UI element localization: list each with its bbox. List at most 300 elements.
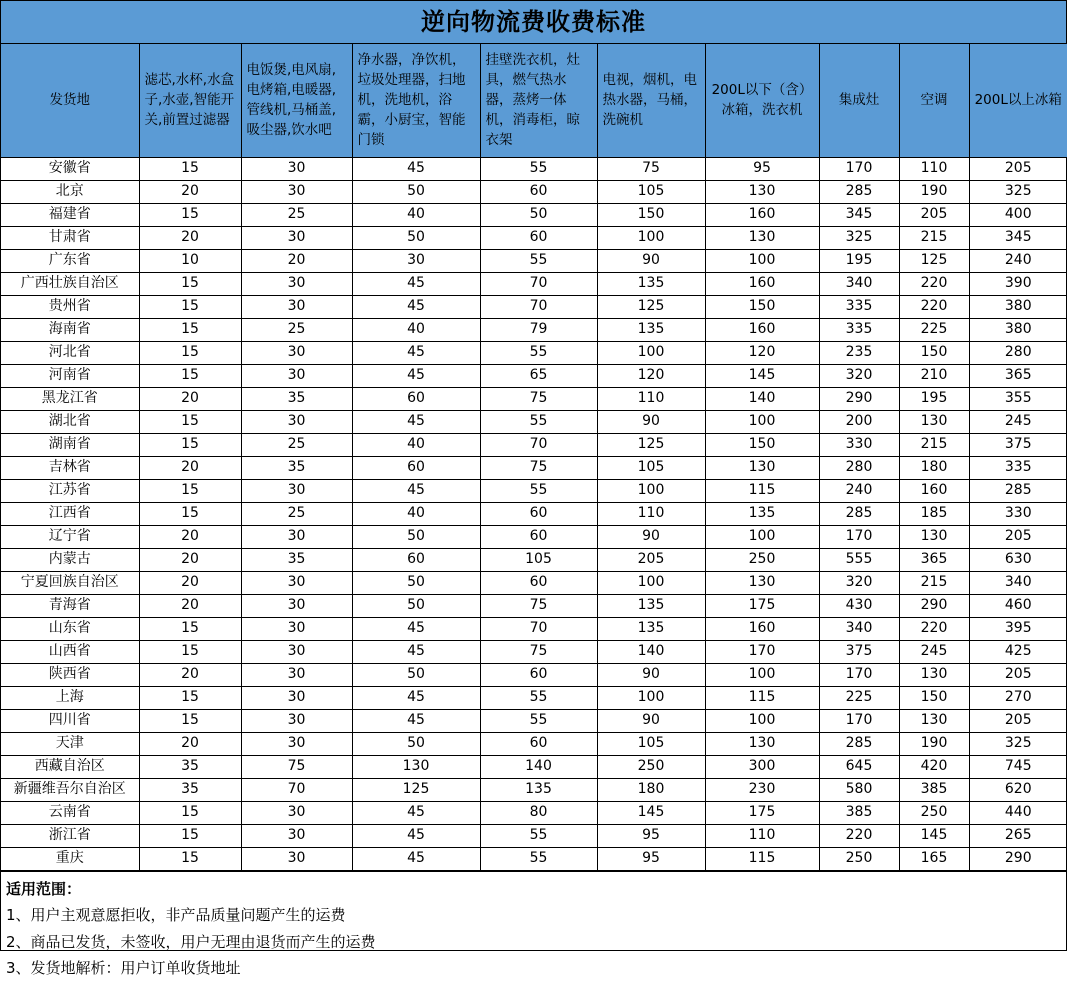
table-row — [1, 594, 1067, 617]
origin-cell: 湖北省 — [1, 410, 139, 433]
origin-cell: 山西省 — [1, 640, 139, 663]
fee-cell: 105 — [597, 456, 705, 479]
fee-cell: 205 — [969, 663, 1067, 686]
fee-cell: 395 — [969, 617, 1067, 640]
fee-cell: 385 — [899, 778, 969, 801]
header-row — [1, 44, 1067, 157]
fee-cell: 15 — [139, 801, 241, 824]
fee-cell: 100 — [597, 571, 705, 594]
fee-cell: 90 — [597, 663, 705, 686]
fee-cell: 620 — [969, 778, 1067, 801]
fee-cell: 160 — [705, 318, 819, 341]
fee-cell: 130 — [899, 525, 969, 548]
fee-cell: 300 — [705, 755, 819, 778]
fee-cell: 105 — [597, 732, 705, 755]
fee-cell: 35 — [241, 456, 352, 479]
fee-cell: 130 — [899, 709, 969, 732]
fee-cell: 175 — [705, 594, 819, 617]
fee-cell: 90 — [597, 249, 705, 272]
fee-cell: 55 — [480, 157, 597, 180]
fee-cell: 170 — [819, 525, 899, 548]
fee-cell: 30 — [241, 732, 352, 755]
fee-cell: 220 — [899, 617, 969, 640]
fee-cell: 75 — [241, 755, 352, 778]
header-water-purifier-category: 净水器，净饮机，垃圾处理器，扫地机，洗地机，浴霸，小厨宝，智能门锁 — [352, 44, 480, 157]
table-row — [1, 410, 1067, 433]
fee-cell: 285 — [819, 180, 899, 203]
sheet-title: 逆向物流费收费标准 — [1, 1, 1066, 44]
origin-cell: 北京 — [1, 180, 139, 203]
fee-cell: 55 — [480, 249, 597, 272]
fee-cell: 20 — [139, 525, 241, 548]
fee-cell: 325 — [969, 732, 1067, 755]
origin-cell: 内蒙古 — [1, 548, 139, 571]
table-row — [1, 847, 1067, 870]
table-row — [1, 640, 1067, 663]
table-row — [1, 617, 1067, 640]
fee-cell: 170 — [819, 157, 899, 180]
table-row — [1, 732, 1067, 755]
fee-cell: 50 — [352, 663, 480, 686]
fee-cell: 55 — [480, 824, 597, 847]
fee-cell: 70 — [480, 295, 597, 318]
origin-cell: 黑龙江省 — [1, 387, 139, 410]
fee-cell: 285 — [819, 732, 899, 755]
fee-cell: 205 — [597, 548, 705, 571]
table-row — [1, 824, 1067, 847]
header-large-fridge: 200L以上冰箱 — [969, 44, 1067, 157]
fee-cell: 150 — [705, 295, 819, 318]
fee-cell: 180 — [899, 456, 969, 479]
fee-cell: 220 — [819, 824, 899, 847]
fee-cell: 135 — [480, 778, 597, 801]
fee-cell: 290 — [899, 594, 969, 617]
fee-cell: 15 — [139, 824, 241, 847]
fee-cell: 220 — [899, 272, 969, 295]
fee-cell: 170 — [819, 709, 899, 732]
fee-cell: 80 — [480, 801, 597, 824]
fee-cell: 160 — [705, 272, 819, 295]
table-row — [1, 571, 1067, 594]
fee-cell: 400 — [969, 203, 1067, 226]
fee-cell: 130 — [705, 571, 819, 594]
fee-cell: 325 — [969, 180, 1067, 203]
fee-cell: 205 — [969, 709, 1067, 732]
notes-section — [1, 871, 1066, 982]
fee-cell: 30 — [352, 249, 480, 272]
fee-cell: 55 — [480, 479, 597, 502]
fee-cell: 45 — [352, 341, 480, 364]
fee-cell: 215 — [899, 433, 969, 456]
fee-cell: 580 — [819, 778, 899, 801]
fee-cell: 90 — [597, 709, 705, 732]
fee-cell: 50 — [480, 203, 597, 226]
fee-cell: 120 — [705, 341, 819, 364]
fee-cell: 290 — [969, 847, 1067, 870]
fee-cell: 75 — [480, 640, 597, 663]
fee-cell: 50 — [352, 226, 480, 249]
fee-cell: 215 — [899, 226, 969, 249]
fee-cell: 45 — [352, 617, 480, 640]
fee-cell: 150 — [705, 433, 819, 456]
fee-cell: 630 — [969, 548, 1067, 571]
fee-cell: 25 — [241, 318, 352, 341]
fee-cell: 90 — [597, 525, 705, 548]
fee-cell: 79 — [480, 318, 597, 341]
fee-cell: 390 — [969, 272, 1067, 295]
fee-cell: 35 — [139, 755, 241, 778]
fee-cell: 380 — [969, 295, 1067, 318]
fee-cell: 190 — [899, 732, 969, 755]
fee-cell: 100 — [597, 341, 705, 364]
fee-cell: 130 — [899, 663, 969, 686]
fee-cell: 130 — [705, 456, 819, 479]
fee-cell: 20 — [139, 594, 241, 617]
fee-table — [1, 44, 1067, 871]
fee-cell: 50 — [352, 594, 480, 617]
fee-cell: 70 — [241, 778, 352, 801]
fee-cell: 195 — [899, 387, 969, 410]
origin-cell: 河北省 — [1, 341, 139, 364]
fee-cell: 45 — [352, 709, 480, 732]
origin-cell: 辽宁省 — [1, 525, 139, 548]
fee-cell: 340 — [819, 272, 899, 295]
fee-cell: 35 — [139, 778, 241, 801]
fee-cell: 30 — [241, 824, 352, 847]
fee-cell: 95 — [705, 157, 819, 180]
table-body — [1, 157, 1067, 870]
fee-cell: 15 — [139, 341, 241, 364]
fee-cell: 165 — [899, 847, 969, 870]
origin-cell: 广东省 — [1, 249, 139, 272]
fee-cell: 45 — [352, 824, 480, 847]
fee-cell: 15 — [139, 709, 241, 732]
fee-cell: 75 — [480, 594, 597, 617]
fee-cell: 345 — [969, 226, 1067, 249]
fee-cell: 60 — [480, 226, 597, 249]
fee-cell: 135 — [705, 502, 819, 525]
table-row — [1, 180, 1067, 203]
fee-cell: 75 — [480, 456, 597, 479]
table-row — [1, 364, 1067, 387]
fee-cell: 220 — [899, 295, 969, 318]
origin-cell: 福建省 — [1, 203, 139, 226]
fee-cell: 130 — [899, 410, 969, 433]
fee-cell: 125 — [597, 433, 705, 456]
table-row — [1, 686, 1067, 709]
fee-cell: 30 — [241, 594, 352, 617]
fee-cell: 60 — [480, 502, 597, 525]
table-row — [1, 203, 1067, 226]
fee-cell: 335 — [819, 318, 899, 341]
fee-cell: 285 — [819, 502, 899, 525]
fee-cell: 75 — [480, 387, 597, 410]
fee-cell: 245 — [969, 410, 1067, 433]
origin-cell: 江西省 — [1, 502, 139, 525]
fee-cell: 140 — [597, 640, 705, 663]
fee-cell: 205 — [969, 525, 1067, 548]
fee-cell: 60 — [352, 387, 480, 410]
fee-cell: 280 — [819, 456, 899, 479]
origin-cell: 广西壮族自治区 — [1, 272, 139, 295]
fee-cell: 95 — [597, 824, 705, 847]
fee-cell: 95 — [597, 847, 705, 870]
fee-cell: 115 — [705, 847, 819, 870]
fee-cell: 160 — [899, 479, 969, 502]
table-row — [1, 249, 1067, 272]
table-row — [1, 318, 1067, 341]
fee-cell: 30 — [241, 525, 352, 548]
origin-cell: 贵州省 — [1, 295, 139, 318]
notes-item: 1、用户主观意愿拒收，非产品质量问题产生的运费 — [6, 906, 346, 924]
fee-cell: 150 — [899, 686, 969, 709]
fee-cell: 130 — [705, 226, 819, 249]
fee-cell: 50 — [352, 525, 480, 548]
fee-cell: 170 — [705, 640, 819, 663]
fee-cell: 15 — [139, 640, 241, 663]
fee-cell: 100 — [705, 410, 819, 433]
fee-cell: 125 — [352, 778, 480, 801]
table-row — [1, 226, 1067, 249]
fee-cell: 45 — [352, 479, 480, 502]
fee-cell: 60 — [480, 663, 597, 686]
fee-cell: 15 — [139, 502, 241, 525]
fee-cell: 30 — [241, 617, 352, 640]
header-filter-category: 滤芯,水杯,水盒子,水壶,智能开关,前置过滤器 — [139, 44, 241, 157]
fee-cell: 110 — [899, 157, 969, 180]
fee-cell: 125 — [597, 295, 705, 318]
fee-cell: 55 — [480, 341, 597, 364]
fee-cell: 45 — [352, 272, 480, 295]
fee-cell: 30 — [241, 226, 352, 249]
fee-cell: 290 — [819, 387, 899, 410]
fee-cell: 240 — [819, 479, 899, 502]
fee-cell: 30 — [241, 410, 352, 433]
fee-cell: 15 — [139, 847, 241, 870]
origin-cell: 吉林省 — [1, 456, 139, 479]
fee-cell: 120 — [597, 364, 705, 387]
fee-cell: 330 — [969, 502, 1067, 525]
table-row — [1, 525, 1067, 548]
fee-cell: 30 — [241, 709, 352, 732]
fee-cell: 20 — [139, 732, 241, 755]
table-row — [1, 801, 1067, 824]
fee-cell: 20 — [139, 663, 241, 686]
fee-cell: 215 — [899, 571, 969, 594]
fee-cell: 20 — [139, 226, 241, 249]
fee-cell: 365 — [969, 364, 1067, 387]
fee-cell: 100 — [705, 249, 819, 272]
fee-cell: 60 — [480, 525, 597, 548]
fee-cell: 200 — [819, 410, 899, 433]
fee-cell: 110 — [597, 387, 705, 410]
fee-cell: 30 — [241, 479, 352, 502]
fee-cell: 205 — [969, 157, 1067, 180]
fee-cell: 90 — [597, 410, 705, 433]
fee-cell: 340 — [969, 571, 1067, 594]
origin-cell: 宁夏回族自治区 — [1, 571, 139, 594]
notes-heading: 适用范围： — [6, 879, 82, 898]
fee-cell: 25 — [241, 502, 352, 525]
fee-cell: 195 — [819, 249, 899, 272]
fee-cell: 100 — [597, 479, 705, 502]
fee-cell: 15 — [139, 410, 241, 433]
origin-cell: 青海省 — [1, 594, 139, 617]
fee-cell: 130 — [352, 755, 480, 778]
fee-cell: 110 — [705, 824, 819, 847]
fee-cell: 180 — [597, 778, 705, 801]
fee-cell: 40 — [352, 203, 480, 226]
fee-cell: 65 — [480, 364, 597, 387]
fee-cell: 100 — [705, 663, 819, 686]
fee-cell: 55 — [480, 709, 597, 732]
fee-cell: 20 — [241, 249, 352, 272]
fee-cell: 320 — [819, 571, 899, 594]
fee-cell: 250 — [899, 801, 969, 824]
fee-cell: 555 — [819, 548, 899, 571]
fee-cell: 105 — [597, 180, 705, 203]
header-integrated-stove: 集成灶 — [819, 44, 899, 157]
fee-cell: 150 — [597, 203, 705, 226]
fee-cell: 130 — [705, 732, 819, 755]
fee-cell: 285 — [969, 479, 1067, 502]
fee-cell: 160 — [705, 203, 819, 226]
header-origin: 发货地 — [1, 44, 139, 157]
origin-cell: 浙江省 — [1, 824, 139, 847]
fee-cell: 30 — [241, 295, 352, 318]
fee-cell: 30 — [241, 847, 352, 870]
fee-cell: 745 — [969, 755, 1067, 778]
origin-cell: 山东省 — [1, 617, 139, 640]
fee-cell: 45 — [352, 410, 480, 433]
fee-cell: 145 — [899, 824, 969, 847]
table-row — [1, 502, 1067, 525]
fee-cell: 160 — [705, 617, 819, 640]
fee-cell: 645 — [819, 755, 899, 778]
fee-cell: 150 — [899, 341, 969, 364]
fee-cell: 335 — [819, 295, 899, 318]
fee-cell: 25 — [241, 433, 352, 456]
fee-cell: 225 — [819, 686, 899, 709]
fee-cell: 110 — [597, 502, 705, 525]
fee-cell: 35 — [241, 387, 352, 410]
origin-cell: 海南省 — [1, 318, 139, 341]
table-row — [1, 479, 1067, 502]
fee-cell: 270 — [969, 686, 1067, 709]
fee-cell: 100 — [597, 686, 705, 709]
notes-item: 2、商品已发货，未签收，用户无理由退货而产生的运费 — [6, 932, 376, 951]
fee-cell: 135 — [597, 272, 705, 295]
fee-cell: 250 — [705, 548, 819, 571]
fee-cell: 15 — [139, 686, 241, 709]
fee-cell: 440 — [969, 801, 1067, 824]
fee-cell: 190 — [899, 180, 969, 203]
origin-cell: 安徽省 — [1, 157, 139, 180]
notes-item: 3、发货地解析：用户订单收货地址 — [6, 959, 241, 977]
fee-cell: 430 — [819, 594, 899, 617]
fee-cell: 30 — [241, 341, 352, 364]
fee-cell: 70 — [480, 617, 597, 640]
fee-cell: 30 — [241, 801, 352, 824]
fee-cell: 385 — [819, 801, 899, 824]
header-air-conditioner: 空调 — [899, 44, 969, 157]
fee-cell: 75 — [597, 157, 705, 180]
origin-cell: 湖南省 — [1, 433, 139, 456]
header-small-appliance-category: 电饭煲,电风扇,电烤箱,电暖器,管线机,马桶盖,吸尘器,饮水吧 — [241, 44, 352, 157]
origin-cell: 河南省 — [1, 364, 139, 387]
table-row — [1, 663, 1067, 686]
fee-cell: 330 — [819, 433, 899, 456]
fee-cell: 105 — [480, 548, 597, 571]
fee-cell: 245 — [899, 640, 969, 663]
fee-cell: 250 — [597, 755, 705, 778]
fee-cell: 230 — [705, 778, 819, 801]
fee-cell: 145 — [597, 801, 705, 824]
fee-cell: 20 — [139, 571, 241, 594]
fee-cell: 420 — [899, 755, 969, 778]
origin-cell: 西藏自治区 — [1, 755, 139, 778]
table-row — [1, 456, 1067, 479]
fee-cell: 15 — [139, 433, 241, 456]
fee-cell: 265 — [969, 824, 1067, 847]
fee-cell: 60 — [352, 548, 480, 571]
fee-cell: 100 — [597, 226, 705, 249]
header-tv-hood-category: 电视，烟机，电热水器，马桶，洗碗机 — [597, 44, 705, 157]
fee-cell: 20 — [139, 180, 241, 203]
fee-cell: 340 — [819, 617, 899, 640]
fee-cell: 15 — [139, 364, 241, 387]
fee-cell: 30 — [241, 640, 352, 663]
fee-cell: 35 — [241, 548, 352, 571]
fee-cell: 135 — [597, 594, 705, 617]
fee-cell: 50 — [352, 571, 480, 594]
fee-cell: 30 — [241, 364, 352, 387]
fee-cell: 15 — [139, 479, 241, 502]
table-row — [1, 387, 1067, 410]
fee-cell: 15 — [139, 203, 241, 226]
header-washer-stove-category: 挂壁洗衣机，灶具，燃气热水器，蒸烤一体机，消毒柜，晾衣架 — [480, 44, 597, 157]
fee-cell: 365 — [899, 548, 969, 571]
fee-cell: 345 — [819, 203, 899, 226]
fee-cell: 60 — [352, 456, 480, 479]
fee-cell: 15 — [139, 295, 241, 318]
fee-cell: 320 — [819, 364, 899, 387]
fee-cell: 60 — [480, 571, 597, 594]
fee-cell: 125 — [899, 249, 969, 272]
fee-cell: 250 — [819, 847, 899, 870]
fee-cell: 135 — [597, 617, 705, 640]
fee-cell: 15 — [139, 157, 241, 180]
table-row — [1, 709, 1067, 732]
origin-cell: 天津 — [1, 732, 139, 755]
fee-cell: 40 — [352, 318, 480, 341]
table-row — [1, 548, 1067, 571]
fee-cell: 30 — [241, 272, 352, 295]
origin-cell: 陕西省 — [1, 663, 139, 686]
fee-cell: 30 — [241, 571, 352, 594]
fee-cell: 45 — [352, 686, 480, 709]
table-row — [1, 341, 1067, 364]
fee-cell: 45 — [352, 364, 480, 387]
origin-cell: 上海 — [1, 686, 139, 709]
fee-cell: 425 — [969, 640, 1067, 663]
table-row — [1, 157, 1067, 180]
fee-cell: 130 — [705, 180, 819, 203]
fee-cell: 40 — [352, 502, 480, 525]
fee-cell: 30 — [241, 157, 352, 180]
fee-cell: 115 — [705, 686, 819, 709]
header-small-fridge-category: 200L以下（含）冰箱，洗衣机 — [705, 44, 819, 157]
